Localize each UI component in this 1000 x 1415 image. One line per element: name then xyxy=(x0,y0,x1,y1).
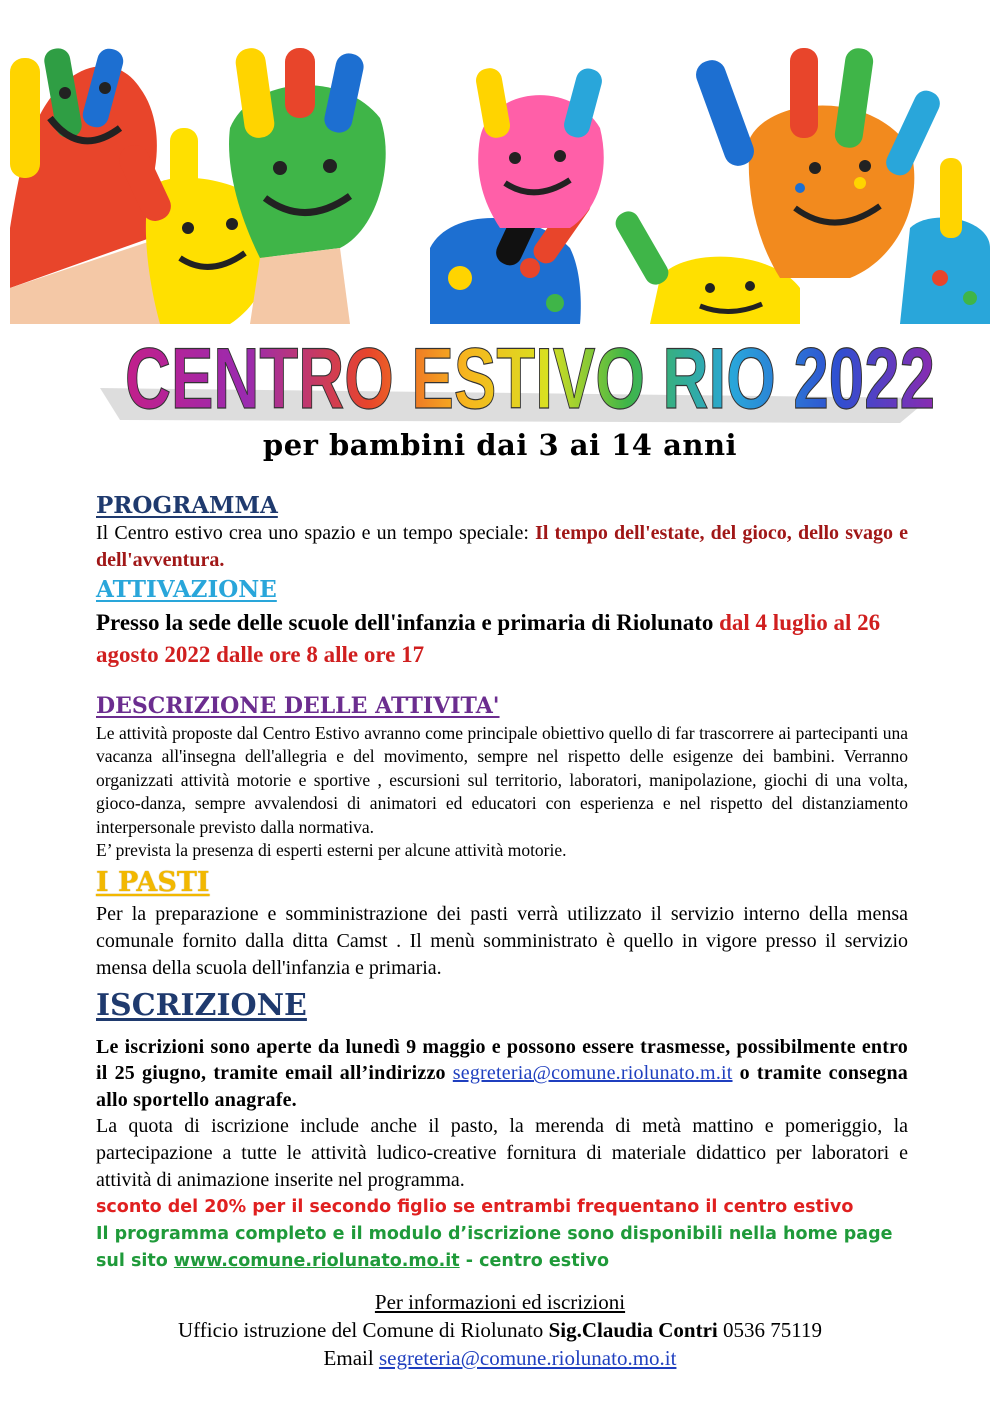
attivazione-body: Presso la sede delle scuole dell'infanzia e primaria di Riolunato xyxy=(96,610,720,636)
programma-highlight: Il tempo dell'estate, del gioco, dello svago e dell'avventura. xyxy=(96,521,909,571)
heading-iscrizione: ISCRIZIONE xyxy=(96,987,307,1023)
descrizione-text: Le attività proposte dal Centro Estivo avranno come principale obiettivo quello di far trascorrere ai partecipanti una vacanza all'insegna dell'allegria e del movimento, sempre nel rispetto delle esigenze dei bambini. Verranno organizzati attività motorie e sportive , escursioni sul territorio, laboratori, manipolazione, giochi di una volta, gioco-danza, sempre avvalendosi di animatori ed educatori con esperienza e nel rispetto del distanziamento interpersonale previsto dalla normativa. xyxy=(96,722,908,837)
programma-completo-notice xyxy=(96,1221,908,1275)
green-text: Il programma completo e il modulo d’iscrizione sono disponibili nella home page sul sito xyxy=(96,1224,893,1272)
programma-body: Il Centro estivo crea uno spazio e un tempo speciale: xyxy=(96,521,536,544)
footer-line-2 xyxy=(0,1316,1000,1344)
iscrizione-email-link[interactable]: segreteria@comune.riolunato.m.it xyxy=(452,1062,733,1085)
heading-pasti: I PASTI xyxy=(96,866,210,898)
hero-painted-hands-image xyxy=(10,48,990,324)
website-link[interactable]: www.comune.riolunato.mo.it xyxy=(173,1251,460,1272)
iscrizione-text-1 xyxy=(96,1034,908,1114)
footer-phone: 0536 75119 xyxy=(717,1318,822,1342)
sconto-notice: sconto del 20% per il secondo figlio se entrambi frequentano il centro estivo xyxy=(96,1197,854,1218)
footer-contacts xyxy=(0,1288,1000,1372)
footer-line-1: Per informazioni ed iscrizioni xyxy=(374,1290,626,1314)
iscrizione-body-1b: o tramite consegna allo sportello anagrafe. xyxy=(96,1062,909,1111)
title-block xyxy=(0,328,1000,438)
iscrizione-body-1: Le iscrizioni sono aperte da lunedì 9 maggio e possono essere trasmesse, possibilmente entro il 25 giugno, tramite email all’indirizzo xyxy=(96,1035,908,1085)
main-content xyxy=(96,492,908,1275)
footer-office: Ufficio istruzione del Comune di Riolunato xyxy=(178,1318,549,1342)
page-title: CENTRO ESTIVO RIO 2022 xyxy=(125,331,935,427)
heading-descrizione: DESCRIZIONE DELLE ATTIVITA' xyxy=(96,693,500,720)
heading-programma: PROGRAMMA xyxy=(96,492,278,519)
rainbow-title-graphic xyxy=(0,328,1000,438)
attivazione-text xyxy=(96,607,908,671)
attivazione-dates: dal 4 luglio al 26 agosto 2022 dalle ore 8 alle ore 17 xyxy=(96,610,881,668)
heading-attivazione: ATTIVAZIONE xyxy=(96,575,277,603)
pasti-text: Per la preparazione e somministrazione dei pasti verrà utilizzato il servizio interno della mensa comunale fornito dalla ditta Camst . Il menù somministrato è quello in vigore presso il servizio mensa della scuola dell'infanzia e primaria. xyxy=(96,902,908,979)
footer-contact-name: Sig.Claudia Contri xyxy=(548,1318,718,1342)
footer-email-link[interactable]: segreteria@comune.riolunato.mo.it xyxy=(378,1346,677,1370)
footer-line-3 xyxy=(0,1344,1000,1372)
descrizione-text-2: E’ prevista la presenza di esperti esterni per alcune attività motorie. xyxy=(96,840,567,861)
painted-hands-illustration xyxy=(10,48,990,324)
green-after: - centro estivo xyxy=(459,1251,609,1272)
programma-text xyxy=(96,520,908,574)
page-subtitle: per bambini dai 3 ai 14 anni xyxy=(262,428,738,462)
footer-email-label: Email xyxy=(323,1346,379,1370)
iscrizione-text-2: La quota di iscrizione include anche il pasto, la merenda di metà mattino e pomeriggio, la partecipazione a tutte le attività ludico-creative fornitura di materiale didattico per laboratori e attività di animazione inserite nel programma. xyxy=(96,1115,908,1192)
